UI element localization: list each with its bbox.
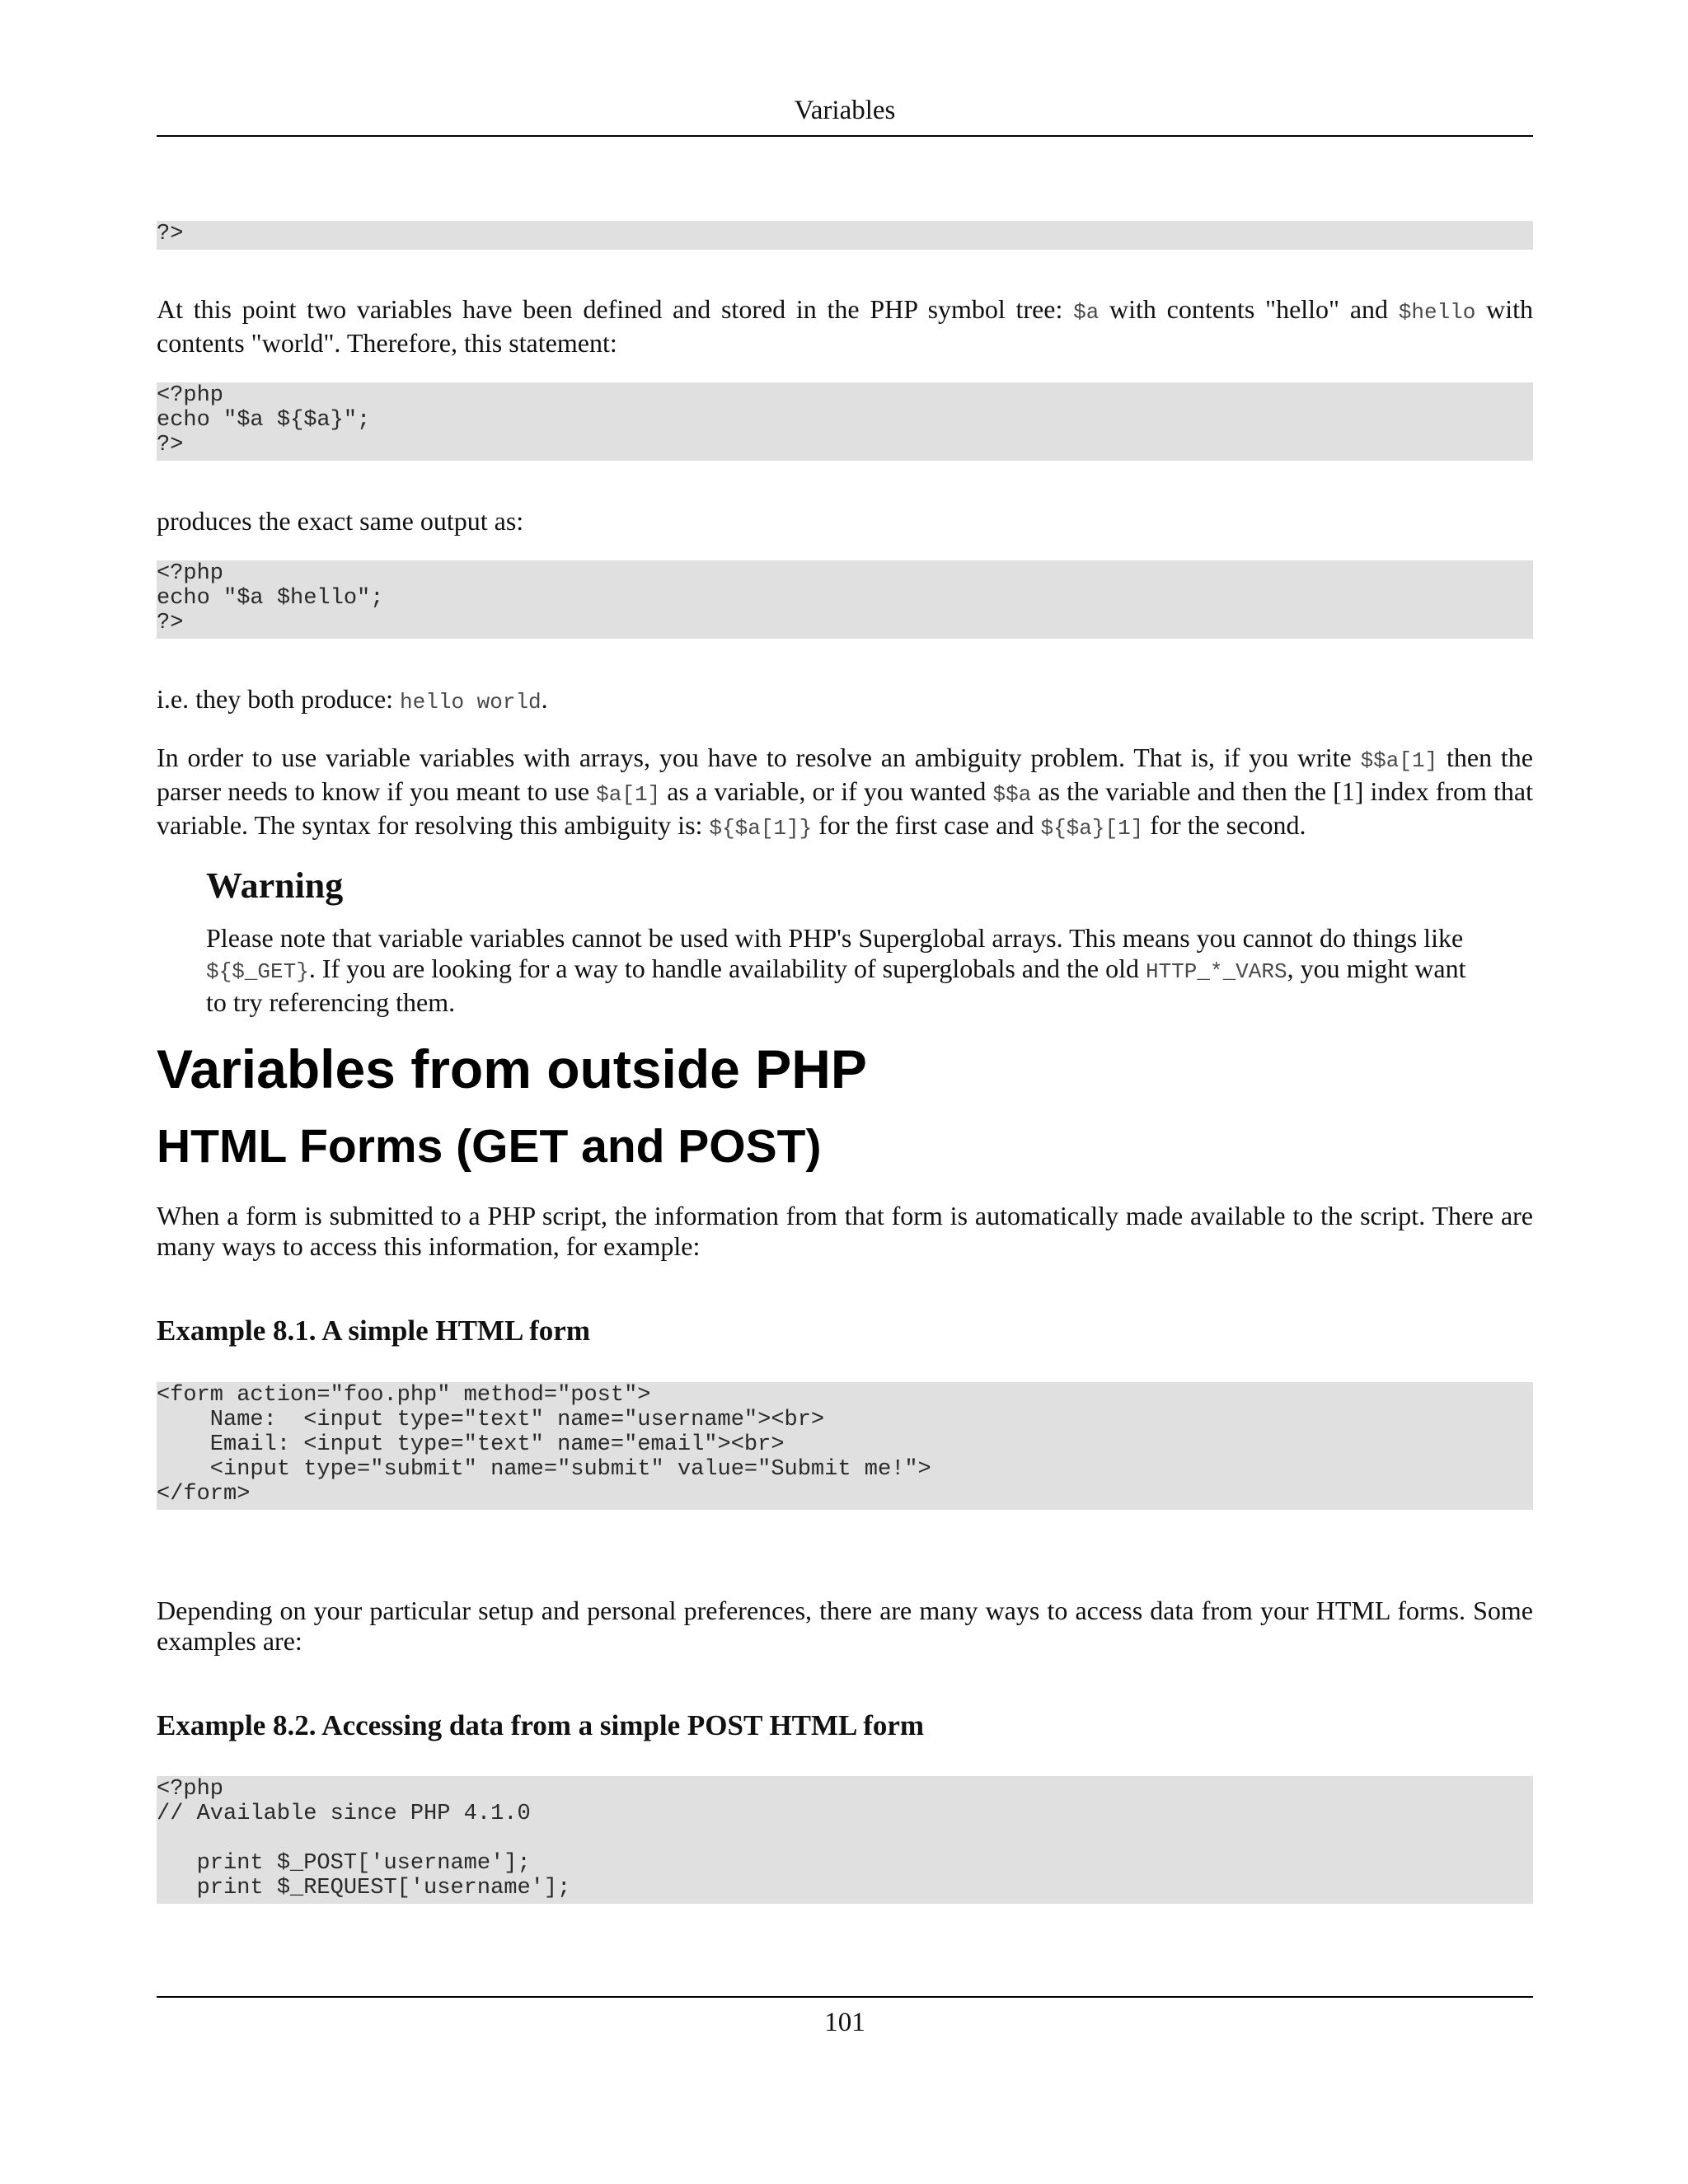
- paragraph-same-output: produces the exact same output as:: [157, 506, 524, 536]
- paragraph-symbol-tree: At this point two variables have been defined and stored in the PHP symbol tree: $a with contents "hello" and $hello with contents "world". Therefore, this statement:: [157, 294, 1534, 358]
- inline-code-hello-world: hello world: [400, 690, 542, 715]
- code-block-closing-tag: ?>: [157, 221, 1533, 250]
- footer-rule: [157, 1996, 1533, 1998]
- paragraph-arrays-ambiguity: In order to use variable variables with arrays, you have to resolve an ambiguity problem. That is, if you write $$a[1] then the parser needs to know if you meant to use $a[1] as a variable, or if you wanted $$a as the variable and then the [1] index from that variable. The syntax for resolving this ambiguity is: ${$a[1]} for the first case and ${$a}[1] for the second.: [157, 743, 1534, 841]
- header-rule: [157, 135, 1533, 137]
- example-title-post-form: Example 8.2. Accessing data from a simple POST HTML form: [157, 1709, 925, 1741]
- subsection-heading-html-forms: HTML Forms (GET and POST): [157, 1120, 822, 1173]
- paragraph-both-produce: i.e. they both produce: hello world.: [157, 684, 548, 715]
- section-heading-variables-from-outside-php: Variables from outside PHP: [157, 1038, 867, 1099]
- code-block-post-access: <?php // Available since PHP 4.1.0 print $_POST['username']; print $_REQUEST['username'];: [157, 1776, 1533, 1904]
- code-block-html-form: <form action="foo.php" method="post"> Name: <input type="text" name="username"><br> Email: <input type="text" name="email"><br> <input type="submit" name="submit" value="Submit me!"> </form>: [157, 1382, 1533, 1510]
- page-content: [157, 221, 1533, 1904]
- warning-title: Warning: [206, 865, 344, 906]
- page-number: 101: [824, 2008, 865, 2037]
- code-block-echo-variable-variable: <?php echo "$a ${$a}"; ?>: [157, 382, 1533, 461]
- paragraph-form-submitted: When a form is submitted to a PHP script, the information from that form is automatically made available to the script. There are many ways to access this information, for example:: [157, 1201, 1533, 1261]
- inline-code-a: $a: [1073, 300, 1100, 325]
- paragraph-access-data: Depending on your particular setup and personal preferences, there are many ways to access data from your HTML forms. Some examples are:: [157, 1596, 1533, 1656]
- document-page: [157, 0, 1533, 2184]
- example-title-simple-html-form: Example 8.1. A simple HTML form: [157, 1315, 590, 1347]
- code-block-echo-hello: <?php echo "$a $hello"; ?>: [157, 560, 1533, 639]
- inline-code-hello: $hello: [1398, 300, 1476, 325]
- warning-text: Please note that variable variables cannot be used with PHP's Superglobal arrays. This means you cannot do things like ${$_GET}. If you are looking for a way to handle availability of superglobals and the old HTTP_*_VARS, you might want to try referencing them.: [206, 923, 1466, 1017]
- running-header: Variables: [794, 96, 896, 125]
- warning-admonition: [206, 864, 1484, 1018]
